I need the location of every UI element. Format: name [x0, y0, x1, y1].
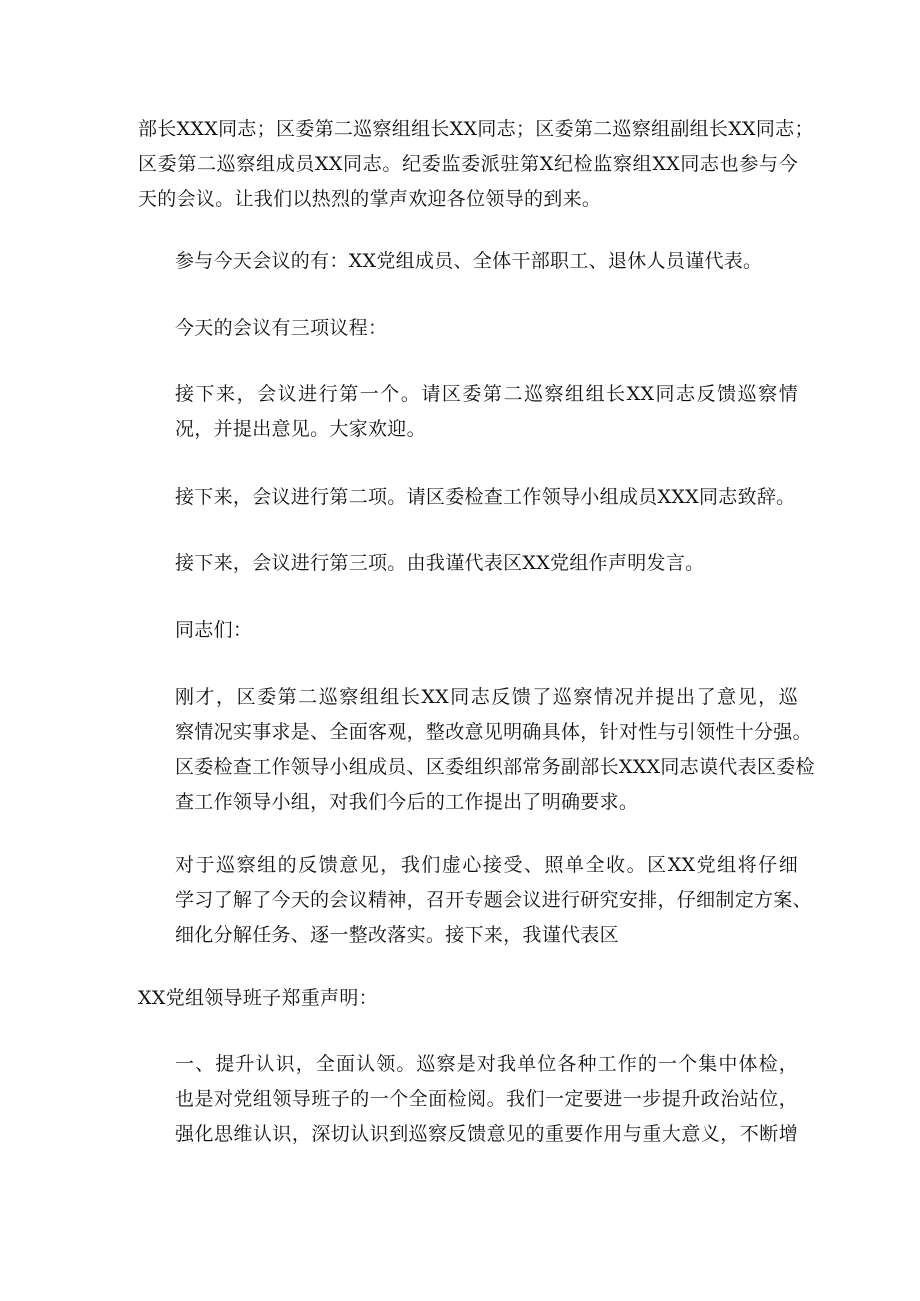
text-line: 天的会议。让我们以热烈的掌声欢迎各位领导的到来。: [138, 188, 602, 210]
text-line: 刚才，区委第二巡察组组长XX同志反馈了巡察情况并提出了意见，巡: [175, 686, 798, 708]
text-line: 接下来，会议进行第三项。由我谨代表区XX党组作声明发言。: [175, 552, 705, 574]
paragraph-declaration-intro: [138, 981, 798, 1016]
paragraph-attendees: [138, 244, 798, 279]
text-line: 接下来，会议进行第二项。请区委检查工作领导小组成员XXX同志致辞。: [175, 486, 796, 508]
paragraph-agenda-intro: [138, 311, 798, 346]
paragraph-feedback-summary: [138, 680, 815, 820]
text-line: 区委第二巡察组成员XX同志。纪委监委派驻第X纪检监察组XX同志也参与今: [138, 153, 798, 175]
text-line: 今天的会议有三项议程：: [175, 317, 388, 339]
text-line: 接下来，会议进行第一个。请区委第二巡察组组长XX同志反馈巡察情: [175, 383, 798, 405]
text-line: 一、提升认识，全面认领。巡察是对我单位各种工作的一个集中体检，: [175, 1053, 798, 1075]
text-line: XX党组领导班子郑重声明：: [138, 987, 378, 1009]
paragraph-salutation: [138, 613, 798, 648]
text-line: 部长XXX同志；区委第二巡察组组长XX同志；区委第二巡察组副组长XX同志；: [138, 118, 814, 140]
text-line: 强化思维认识，深切认识到巡察反馈意见的重要作用与重大意义，不断增: [175, 1123, 798, 1145]
paragraph-point-one: [138, 1047, 798, 1152]
text-line: 细化分解任务、逐一整改落实。接下来，我谨代表区: [175, 924, 619, 946]
text-line: 况，并提出意见。大家欢迎。: [175, 418, 426, 440]
text-line: 学习了解了今天的会议精神，召开专题会议进行研究安排，仔细制定方案、: [175, 889, 812, 911]
text-line: 察情况实事求是、全面客观，整改意见明确具体，针对性与引领性十分强。: [175, 721, 812, 743]
text-line: 对于巡察组的反馈意见，我们虚心接受、照单全收。区XX党组将仔细: [175, 854, 798, 876]
text-line: 同志们：: [175, 619, 253, 641]
paragraph-agenda-item-3: [138, 546, 798, 581]
text-line: 区委检查工作领导小组成员、区委组织部常务副部长XXX同志谟代表区委检: [175, 756, 815, 778]
text-line: 查工作领导小组，对我们今后的工作提出了明确要求。: [175, 791, 639, 813]
paragraph-agenda-item-2: [138, 480, 798, 515]
text-line: 参与今天会议的有：XX党组成员、全体干部职工、退休人员谨代表。: [175, 250, 763, 272]
paragraph-leadership-intro: [138, 112, 814, 217]
paragraph-response: [138, 848, 812, 953]
text-line: 也是对党组领导班子的一个全面检阅。我们一定要进一步提升政治站位，: [175, 1088, 798, 1110]
paragraph-agenda-item-1: [138, 377, 798, 447]
